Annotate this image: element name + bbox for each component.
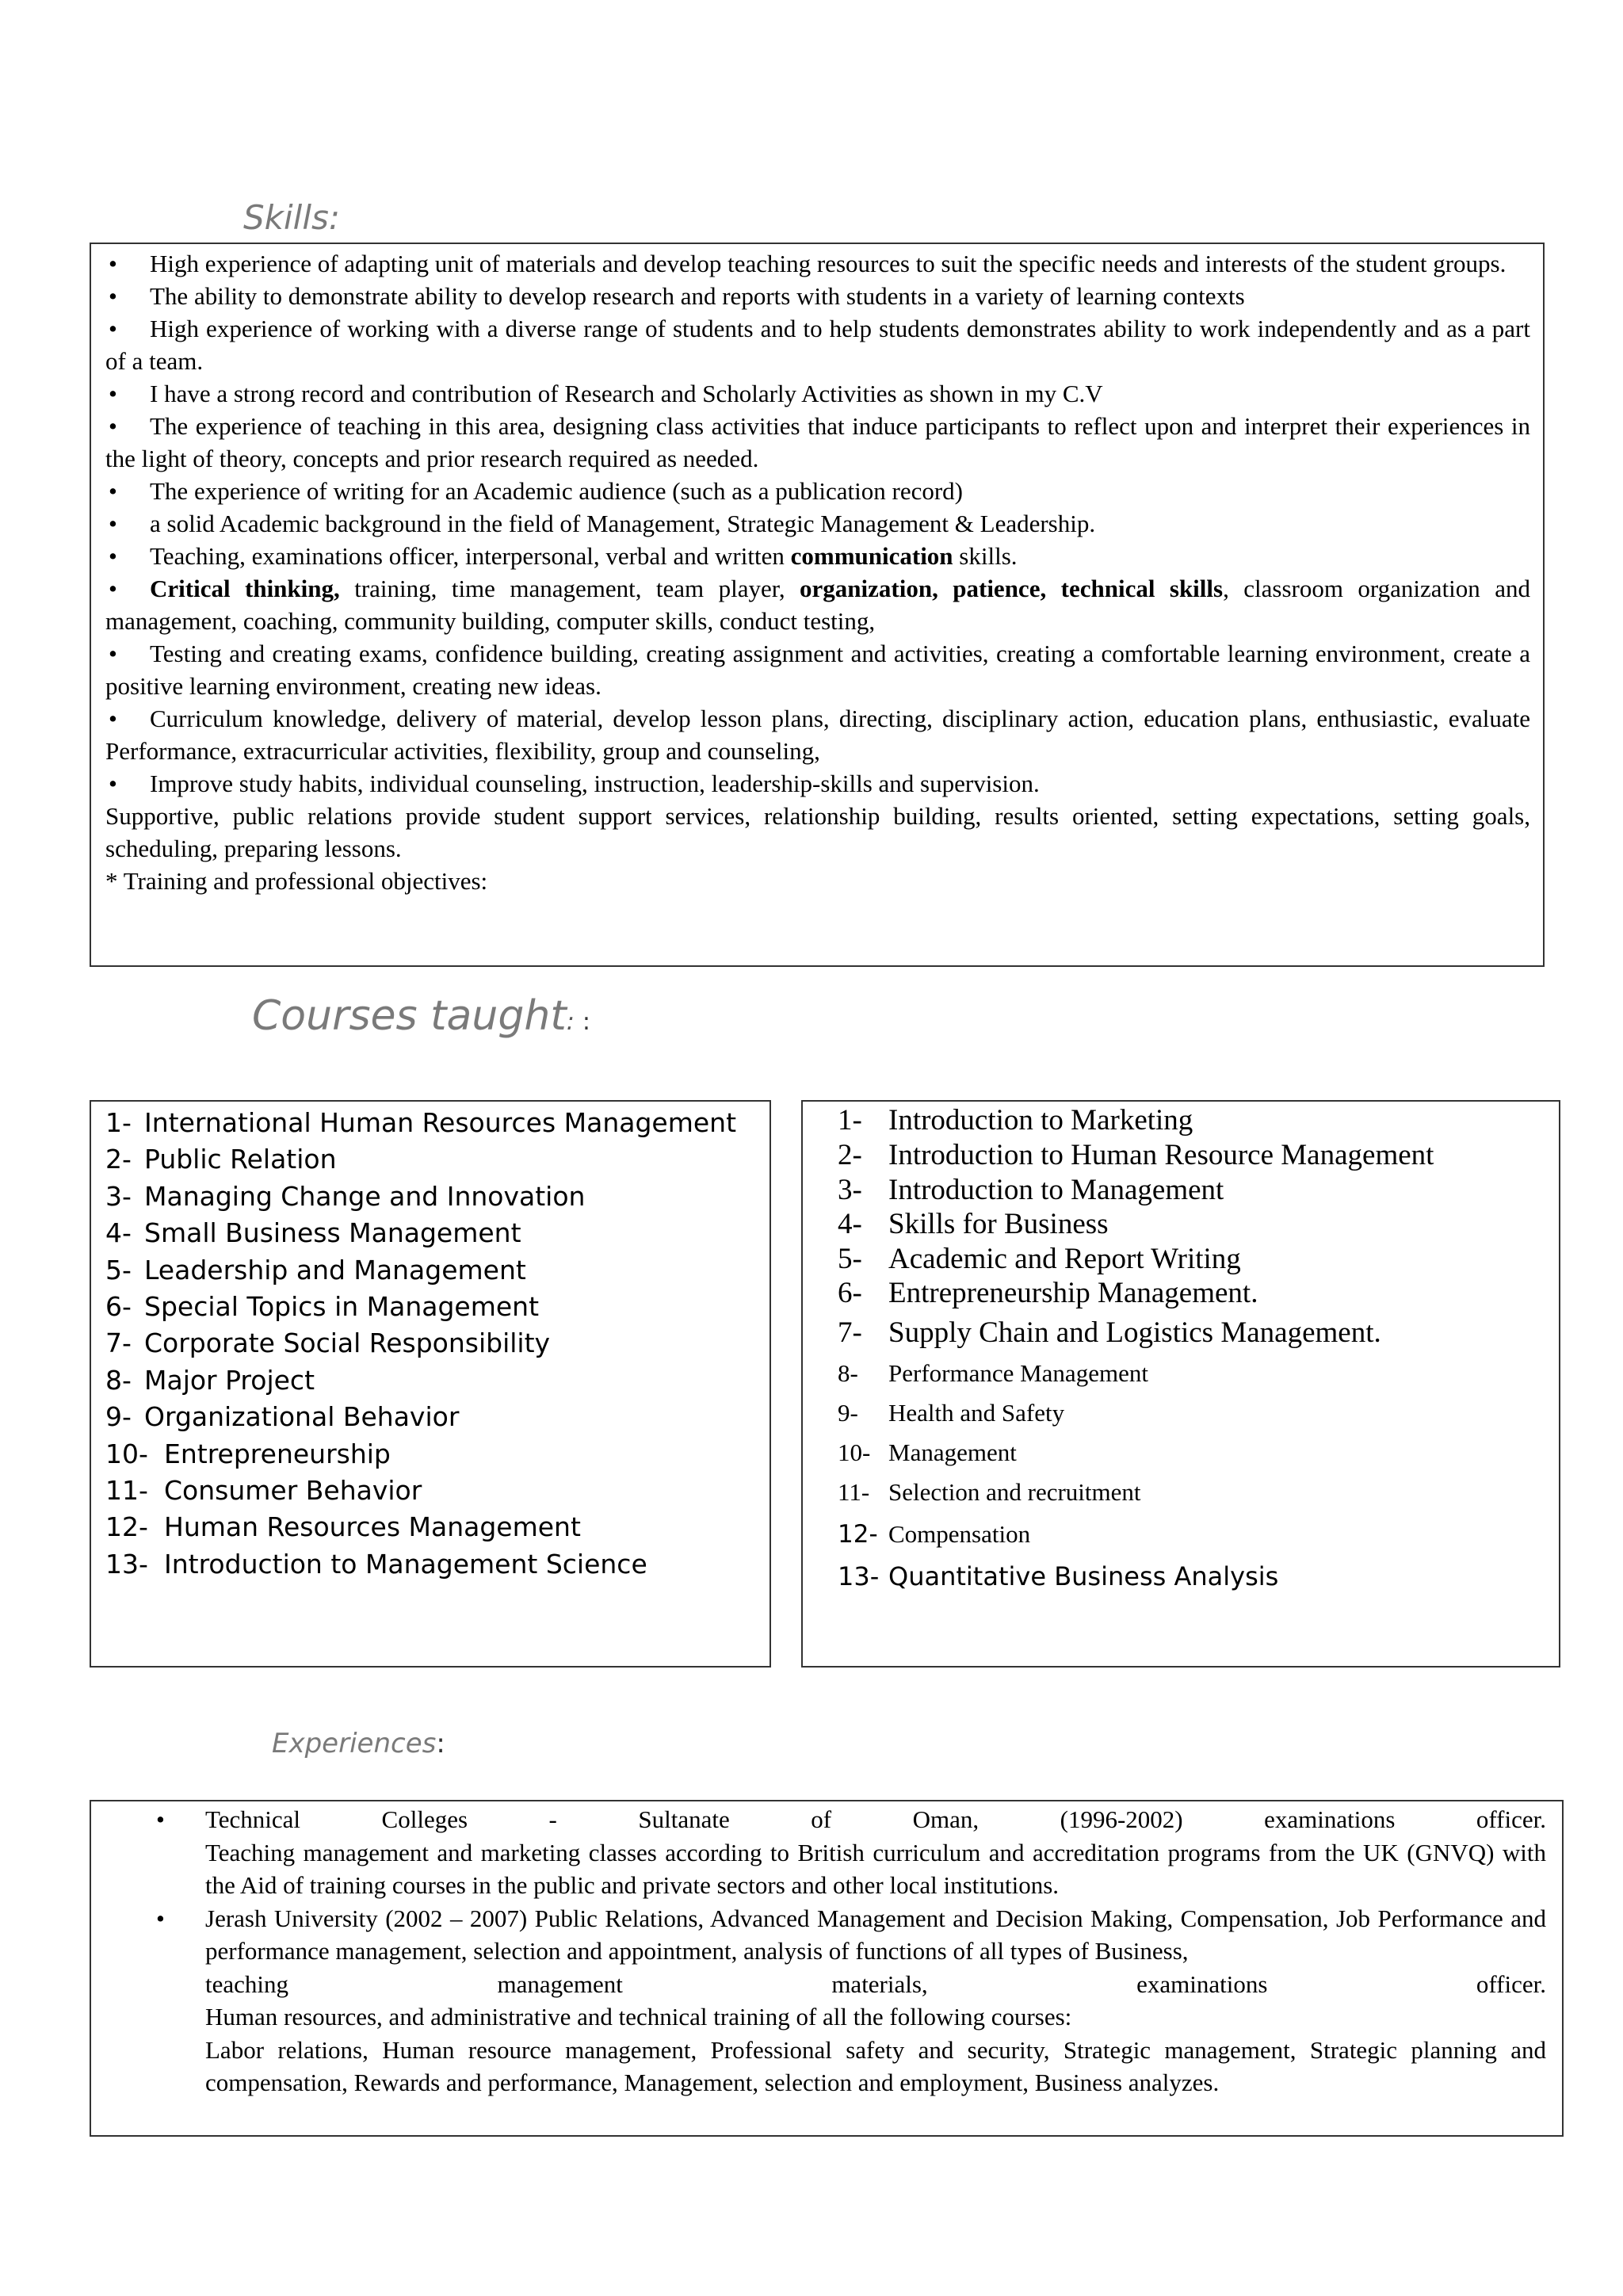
course-item: 7- Supply Chain and Logistics Management. <box>838 1316 1381 1349</box>
course-item: 12- Compensation <box>838 1520 1031 1549</box>
skills-item: • High experience of adapting unit of materials and develop teaching resources to suit the specific needs and interests of the student groups. <box>105 247 1530 280</box>
experience-item: • Jerash University (2002 – 2007) Public Relations, Advanced Management and Decision Making, Compensation, Job Performance and performance management, selection and appointment, analysis of functions of all types of Business, teaching management materials, examinations officer. Human resources, and administrative and technical training of all the following courses: Labor relations, Human resource management, Professional safety and security, Strategic management, Strategic planning and compensation, Rewards and performance, Management, selection and employment, Business analyzes. <box>91 1902 1546 2099</box>
bullet-icon: • <box>109 380 117 407</box>
bullet-icon: • <box>109 282 117 310</box>
course-item: 6- Special Topics in Management <box>105 1290 540 1322</box>
skills-item: • Testing and creating exams, confidence building, creating assignment and activities, creating a comfortable learning environment, create a positive learning environment, creating new ideas. <box>105 637 1530 702</box>
course-item: 9- Organizational Behavior <box>105 1401 460 1433</box>
skills-item: • Teaching, examinations officer, interpersonal, verbal and written communication skills. <box>105 540 1530 572</box>
course-item: 8- Performance Management <box>838 1359 1148 1387</box>
course-item: 1- Introduction to Marketing <box>838 1104 1193 1137</box>
course-item: 10- Entrepreneurship <box>105 1438 391 1469</box>
course-item: 11- Consumer Behavior <box>105 1474 422 1506</box>
courses-list-left <box>90 1100 771 1668</box>
courses-heading: Courses taught: : <box>252 992 590 1040</box>
bullet-icon: • <box>109 542 117 570</box>
skills-item: • Curriculum knowledge, delivery of material, develop lesson plans, directing, disciplinary action, education plans, enthusiastic, evaluate Performance, extracurricular activities, flexibility, group and counseling, <box>105 702 1530 767</box>
skills-item: • The ability to demonstrate ability to develop research and reports with students in a variety of learning contexts <box>105 280 1530 312</box>
skills-closing-paragraph: Supportive, public relations provide student support services, relationship building, results oriented, setting expectations, setting goals, scheduling, preparing lessons. <box>105 802 1530 862</box>
bullet-icon: • <box>109 640 117 667</box>
course-item: 2- Introduction to Human Resource Management <box>838 1139 1434 1171</box>
skills-objectives-line: * Training and professional objectives: <box>105 867 488 895</box>
course-item: 4- Small Business Management <box>105 1217 521 1249</box>
courses-list-right <box>801 1100 1560 1668</box>
bullet-icon: • <box>109 477 117 505</box>
course-item: 3- Managing Change and Innovation <box>105 1180 586 1212</box>
skills-item: • High experience of working with a diverse range of students and to help students demonstrates ability to work independently and as a part of a team. <box>105 312 1530 377</box>
skills-heading: Skills: <box>243 198 341 237</box>
bullet-icon: • <box>109 412 117 440</box>
skills-item: • I have a strong record and contribution of Research and Scholarly Activities as shown in my C.V <box>105 377 1530 410</box>
course-item: 9- Health and Safety <box>838 1399 1065 1427</box>
experiences-heading: Experiences: <box>272 1728 445 1759</box>
skills-box <box>90 243 1545 967</box>
skills-item: • a solid Academic background in the field of Management, Strategic Management & Leadership. <box>105 507 1530 540</box>
course-item: 6- Entrepreneurship Management. <box>838 1277 1258 1309</box>
bullet-icon: • <box>109 575 117 602</box>
course-item: 13- Introduction to Management Science <box>105 1548 647 1580</box>
bullet-icon: • <box>109 315 117 342</box>
experiences-box <box>90 1800 1564 2137</box>
course-item: 5- Leadership and Management <box>105 1254 526 1286</box>
course-item: 1- International Human Resources Management <box>105 1107 737 1138</box>
bullet-icon: • <box>109 250 117 277</box>
bullet-icon: • <box>109 770 117 797</box>
course-item: 5- Academic and Report Writing <box>838 1243 1241 1275</box>
bullet-icon: • <box>156 1805 165 1833</box>
course-item: 11- Selection and recruitment <box>838 1478 1141 1506</box>
skills-item: • Improve study habits, individual counseling, instruction, leadership-skills and supervision. <box>105 767 1530 800</box>
skills-item: • Critical thinking, training, time management, team player, organization, patience, technical skills, classroom organization and management, coaching, community building, computer skills, conduct testing, <box>105 572 1530 637</box>
skills-item: • The experience of writing for an Academic audience (such as a publication record) <box>105 475 1530 507</box>
course-item: 13- Quantitative Business Analysis <box>838 1561 1279 1591</box>
course-item: 4- Skills for Business <box>838 1208 1109 1240</box>
bullet-icon: • <box>109 705 117 732</box>
skills-item: • The experience of teaching in this area, designing class activities that induce participants to reflect upon and interpret their experiences in the light of theory, concepts and prior research required as needed. <box>105 410 1530 475</box>
course-item: 10- Management <box>838 1438 1017 1466</box>
course-item: 3- Introduction to Management <box>838 1174 1224 1206</box>
course-item: 2- Public Relation <box>105 1144 337 1175</box>
course-item: 7- Corporate Social Responsibility <box>105 1328 551 1359</box>
experience-item: • Technical Colleges - Sultanate of Oman, (1996-2002) examinations officer. Teaching management and marketing classes according to British curriculum and accreditation programs from the UK (GNVQ) with the Aid of training courses in the public and private sectors and other local institutions. <box>91 1803 1546 1902</box>
bullet-icon: • <box>156 1904 165 1932</box>
course-item: 12- Human Resources Management <box>105 1511 581 1543</box>
bullet-icon: • <box>109 510 117 537</box>
course-item: 8- Major Project <box>105 1364 315 1396</box>
